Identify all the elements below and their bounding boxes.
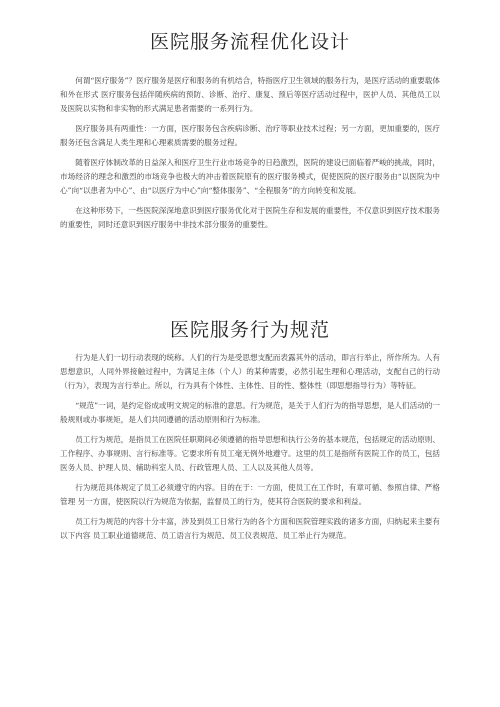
section-title: 医院服务行为规范 [169,319,330,341]
paragraph: “规范”一词，是约定俗成或明文规定的标准的意思。行为规范，是关于人们行为的指导思想，是人们活动的一般规则或办事规矩，是人们共同遵循的活动原则和行为标准。 [60,401,440,424]
paragraph: 随着医疗体制改革的日益深入和医疗卫生行业市场竞争的日趋激烈，医院的建设已面临着严峻的挑战，同时，市场经济的理念和激烈的市场竞争也极大的冲击着医院原有的医疗服务模式，促使医院的医疗服务由“以医院为中心”向“以患者为中心”、由“以医疗为中心”向“整体服务”、“全程服务”的方向转变和发展。 [60,158,440,195]
section-title: 医院服务流程优化设计 [149,31,350,53]
paragraph: 行为是人们一切行动表现的统称。人们的行为是受思想支配而表露其外的活动，即言行举止，所作所为。人有思想意识，人同外界接触过程中，为满足主体（个人）的某种需要，必然引起生理和心理活动，支配自己的行动（行为），表现为言行举止。所以，行为具有个体性、主体性、目的性、整体性（即思想指导行为）等特征。 [60,353,440,390]
paragraph: 何谓“医疗服务”？医疗服务是医疗和服务的有机结合，特指医疗卫生领域的服务行为，是医疗活动的重要载体和外在形式 医疗服务包括伴随疾病的预防、诊断、治疗、康复、预后等医疗活动过程中，医护人员、其他员工以及医院以实物和非实物的形式满足患者需要的一系列行为。 [60,76,440,113]
section-behavior-norms [60,318,440,549]
paragraph: 医疗服务具有两重性：一方面，医疗服务包含疾病诊断、治疗等职业技术过程；另一方面，更加重要的，医疗服务还包含满足人类生理和心理素质需要的服务过程。 [60,124,440,147]
paragraph: 员工行为规范的内容十分丰富，涉及到员工日常行为的各个方面和医院管理实践的诸多方面，归纳起来主要有以下内容 员工职业道德规范、员工语言行为规范、员工仪表规范、员工举止行为规范。 [60,517,440,540]
paragraph: 员工行为规范，是指员工在医院任职期间必须遵循的指导思想和执行公务的基本规范，包括规定的活动原则、工作程序、办事规则、言行标准等。它要求所有员工毫无例外地遵守。这里的员工是指所有医院工作的员工，包括医务人员、护理人员、辅助科室人员、行政管理人员、工人以及其他人员等。 [60,435,440,472]
paragraph: 行为规范具体规定了员工必须遵守的内容。目的在于：一方面，使员工在工作时，有章可循、参照自律、严格管理 另一方面，使医院以行为规范为依据，监督员工的行为，使其符合医院的要求和利益。 [60,483,440,506]
paragraph: 在这种形势下，一些医院深深地意识到医疗服务优化对于医院生存和发展的重要性，不仅意识到医疗技术服务的重要性，同时还意识到医疗服务中非技术部分服务的重要性。 [60,206,440,229]
section-service-process [60,30,440,238]
